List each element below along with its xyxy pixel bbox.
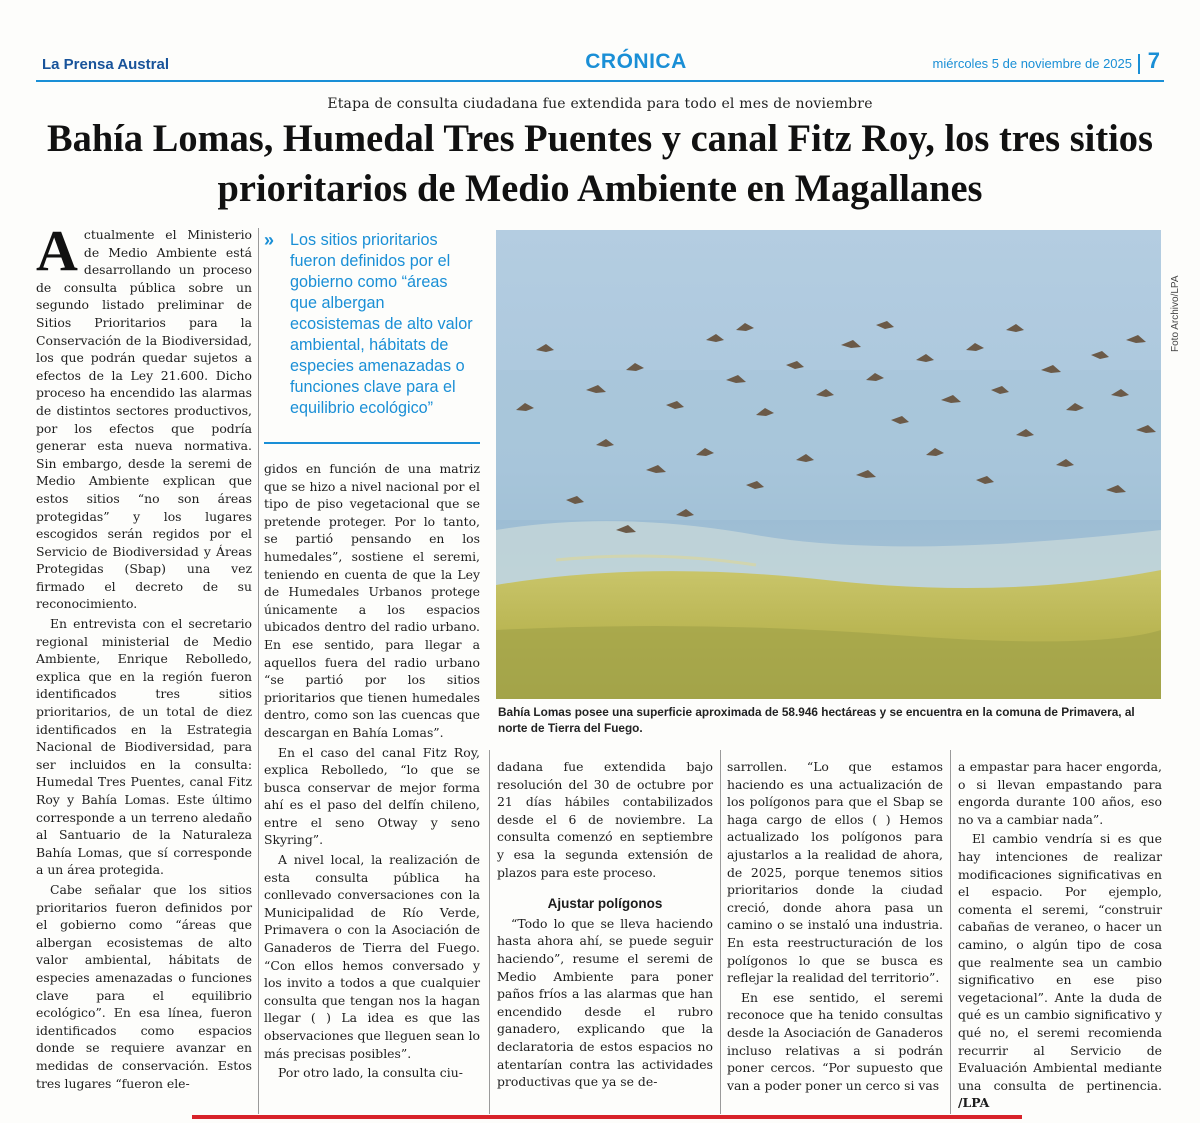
article-column-4 [727,758,943,1096]
paragraph: gidos en función de una matriz que se hizo a nivel nacional por el tipo de piso vegetacional que se pretende proteger. Por lo tanto, se partió pensando en los humedales”, sostiene el seremi, teniendo en cuenta de que la Ley de Humedales Urbanos protege únicamente a los espacios ubicados dentro del radio urbano. En ese sentido, para llegar a aquellos fuera del radio urbano “se partió por los sitios prioritarios que tienen humedales dentro, como son las cuencas que descargan en Bahía Lomas”. [264,461,480,740]
paragraph: El cambio vendría si es que hay intenciones de realizar modificaciones significativas en el espacio. Por ejemplo, comenta el seremi, “construir cabañas de veraneo, o hacer un camino, o algún tipo de cosa que realmente sea un cambio significativo en ese piso vegetacional”. Ante la duda de qué es un cambio significativo y qué no, el seremi recomienda recurrir al Servicio de Evaluación Ambiental mediante una consulta de pertinencia. /LPA [958,831,1162,1111]
paragraph: A nivel local, la realización de esta consulta pública ha conllevado conversaciones con la Municipalidad de Río Verde, Primavera o con la Asociación de Ganaderos de Tierra del Fuego. “Con ellos hemos conversado y los invito a todos a que cualquier consulta que tengan nos la hagan llegar ( ) La idea es que las observaciones que lleguen sean lo más precisas posibles”. [264,852,480,1061]
pull-quote-text: Los sitios prioritarios fueron definidos por el gobierno como “áreas que albergan ecosistemas de alto valor ambiental, hábitats de especies amenazadas o funciones clave para el equilibrio ecológico” [290,231,473,417]
publication-name: La Prensa Austral [42,56,169,73]
column-divider [489,750,490,1114]
column-divider [950,750,951,1114]
drop-cap: A [36,218,78,283]
photo-caption: Bahía Lomas posee una superficie aproximada de 58.946 hectáreas y se encuentra en la comuna de Primavera, al norte de Tierra del Fuego. [498,705,1135,735]
paragraph: “Todo lo que se lleva haciendo hasta ahora ahí, se puede seguir haciendo”, resume el seremi de Medio Ambiente para poner paños fríos a las alarmas que han encendido desde el rubro ganadero, explicando que la declaratoria de estos espacios no atentarían contra las actividades productivas que ya se de- [497,915,713,1090]
paragraph: dadana fue extendida bajo resolución del 30 de octubre por 21 días hábiles contabilizados desde el 6 de noviembre. La consulta comenzó en septiembre y esa la segunda extensión de plazos para este proceso. [497,759,713,880]
column-divider [258,228,259,1114]
subheading: Ajustar polígonos [547,896,663,912]
paragraph: Por otro lado, la consulta ciu- [278,1065,463,1081]
author-signature: /LPA [958,1095,990,1111]
pull-quote [264,226,480,444]
paragraph: Cabe señalar que los sitios prioritarios fueron definidos por el gobierno como “áreas que albergan ecosistemas de alto valor ambiental, hábitats de especies amenazadas o funciones clave para el equilibrio ecológico”. En esa línea, fueron identificados como espacios donde se requiere avanzar en medidas de conservación. Estos tres lugares “fueron ele- [36,881,252,1091]
photo-credit: Foto Archivo/LPA [1170,275,1181,352]
paragraph: a empastar para hacer engorda, o si llevan empastando para engorda durante 100 años, eso no va a cambiar nada”. [958,759,1162,827]
column-divider [720,750,721,1114]
birds-over-wetland-image [496,230,1161,699]
paragraph: Actualmente el Ministerio de Medio Ambiente está desarrollando un proceso de consulta pública sobre un segundo listado preliminar de Sitios Prioritarios para la Conservación de la Biodiversidad, los que podrán quedar sujetos a efectos de la Ley 21.600. Dicho proceso ha encendido las alarmas de distintos sectores productivos, por los efectos que podría generar esta nueva normativa. Sin embargo, desde la seremi de Medio Ambiente explican que estos sitios “no son áreas protegidas” y los lugares escogidos serán regidos por el Servicio de Biodiversidad y Áreas Protegidas (Sbap) una vez firmado el decreto de su reconocimiento. [36,218,252,612]
paragraph: En entrevista con el secretario regional ministerial de Medio Ambiente, Enrique Rebolledo, explica que en la región fueron identificados tres sitios prioritarios, de un total de diez identificados en la Estrategia Nacional de Biodiversidad, para ser incluidos en la consulta: Humedal Tres Puentes, canal Fitz Roy y Bahía Lomas. Este último corresponde a un terreno aledaño al Santuario de la Naturaleza Bahía Lomas, que sí corresponde a un área protegida. [36,616,252,878]
paragraph: En el caso del canal Fitz Roy, explica Rebolledo, “lo que se busca conservar de mejor forma ahí es el paso del delfín chileno, entre el seno Otway y seno Skyring”. [264,744,480,848]
article-column-1 [36,218,252,1094]
article-photo [496,230,1161,699]
issue-date: miércoles 5 de noviembre de 2025 [932,56,1132,71]
page-header [36,44,1164,80]
article-column-3 [497,758,713,1093]
bottom-color-bar [192,1115,1022,1119]
double-chevron-icon: » [264,230,275,250]
article-kicker: Etapa de consulta ciudadana fue extendida para todo el mes de noviembre [327,96,873,112]
section-title: CRÓNICA [585,50,687,73]
paragraph: sarrollen. “Lo que estamos haciendo es una actualización de los polígonos para que el Sbap se haga cargo de ellos ( ) Hemos actualizado los polígonos para ajustarlos a la realidad de ahora, de 2025, porque tenemos sitios prioritarios donde la ciudad creció, donde ahora pasa un camino o se instaló una industria. En esta reestructuración de los polígonos lo que se busca es reflejar la realidad del territorio”. [727,759,943,986]
article-column-2 [264,460,480,1084]
paragraph: En ese sentido, el seremi reconoce que ha tenido consultas desde la Asociación de Ganaderos incluso relativas a si podrán poner cercos. “Por supuesto que van a poder poner un cerco si vas [727,989,943,1093]
header-rule [36,80,1164,82]
header-separator [1138,54,1140,74]
article-column-5 [958,758,1162,1114]
page-number: 7 [1147,48,1160,73]
article-headline: Bahía Lomas, Humedal Tres Puentes y canal Fitz Roy, los tres sitios prioritarios de Medio Ambiente en Magallanes [47,117,1153,210]
